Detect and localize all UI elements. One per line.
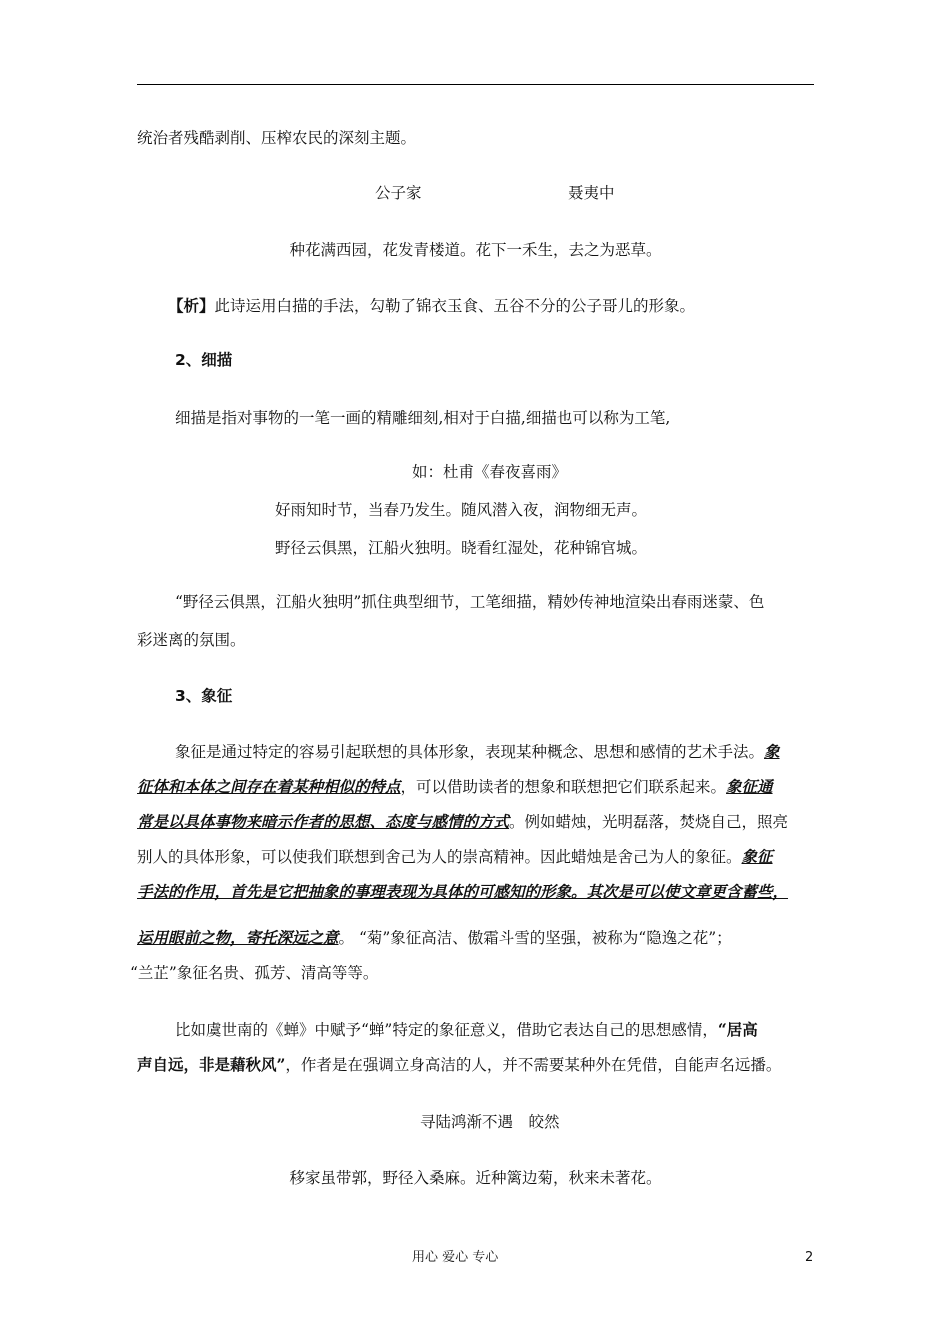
text-line	[137, 928, 817, 948]
section-heading: 2、细描	[175, 351, 233, 369]
section-heading: 3、象征	[175, 687, 233, 705]
bold-span: “居高	[717, 1020, 758, 1039]
text-line	[175, 1020, 758, 1040]
poem-author: 聂夷中	[568, 184, 615, 202]
emphasis-span: 象	[764, 742, 780, 761]
emphasis-span: 运用眼前之物，寄托深远之意	[137, 928, 339, 947]
poem-title: 公子家	[375, 184, 422, 202]
poem-title: 寻陆鸿渐不遇 皎然	[420, 1113, 560, 1131]
text-line	[175, 742, 780, 762]
text-line	[137, 847, 817, 867]
text-span: 。例如蜡烛，光明磊落，焚烧自己，照亮	[509, 813, 789, 831]
poem-line: 好雨知时节，当春乃发生。随风潜入夜，润物细无声。	[275, 501, 648, 519]
text-line: “野径云俱黑，江船火独明”抓住典型细节，工笔细描，精妙传神地渲染出春雨迷蒙、色	[175, 593, 765, 611]
text-line: 统治者残酷剥削、压榨农民的深刻主题。	[137, 129, 417, 147]
page-number: 2	[805, 1250, 814, 1265]
poem-text: 种花满西园，花发青楼道。花下一禾生，去之为恶草。	[289, 241, 662, 259]
text-span: 。 “菊”象征高洁、傲霜斗雪的坚强，被称为“隐逸之花”；	[338, 929, 732, 947]
text-line	[137, 812, 817, 832]
text-span: ，作者是在强调立身高洁的人，并不需要某种外在凭借，自能声名远播。	[285, 1056, 782, 1074]
header-rule	[137, 84, 814, 85]
text-line: 彩迷离的氛围。	[137, 631, 246, 649]
example-intro: 如：杜甫《春夜喜雨》	[412, 463, 568, 481]
poem-line: 野径云俱黑，江船火独明。晓看红湿处，花种锦官城。	[275, 539, 648, 557]
text-span: 别人的具体形象，可以使我们联想到舍己为人的崇高精神。因此蜡烛是舍己为人的象征。	[137, 848, 742, 866]
bold-span: 声自远，非是藉秋风”	[137, 1055, 286, 1074]
text-span: 象征是通过特定的容易引起联想的具体形象，表现某种概念、思想和感情的艺术手法。	[175, 743, 765, 761]
emphasis-span: 象征通	[726, 777, 773, 796]
analysis-label: 【析】	[168, 296, 215, 315]
text-line: “兰芷”象征名贵、孤芳、清高等等。	[130, 964, 379, 982]
emphasis-span: 征体和本体之间存在着某种相似的特点	[137, 777, 401, 796]
emphasis-span: 象征	[741, 847, 773, 866]
text-span: 比如虞世南的《蝉》中赋予“蝉”特定的象征意义，借助它表达自己的思想感情，	[175, 1021, 718, 1039]
footer-motto: 用心 爱心 专心	[412, 1250, 499, 1265]
poem-text: 移家虽带郭，野径入桑麻。近种篱边菊，秋来未著花。	[289, 1169, 662, 1187]
text-span: ，可以借助读者的想象和联想把它们联系起来。	[400, 778, 727, 796]
text-line	[137, 882, 817, 902]
emphasis-span: 手法的作用，首先是它把抽象的事理表现为具体的可感知的形象。其次是可以使文章更含蓄些，	[137, 882, 789, 901]
emphasis-span: 常是以具体事物来暗示作者的思想、态度与感情的方式	[137, 812, 510, 831]
text-line	[137, 777, 817, 797]
analysis-line	[168, 296, 695, 316]
text-line: 细描是指对事物的一笔一画的精雕细刻,相对于白描,细描也可以称为工笔,	[175, 409, 671, 427]
text-line	[137, 1055, 817, 1075]
analysis-text: 此诗运用白描的手法，勾勒了锦衣玉食、五谷不分的公子哥儿的形象。	[214, 297, 696, 315]
